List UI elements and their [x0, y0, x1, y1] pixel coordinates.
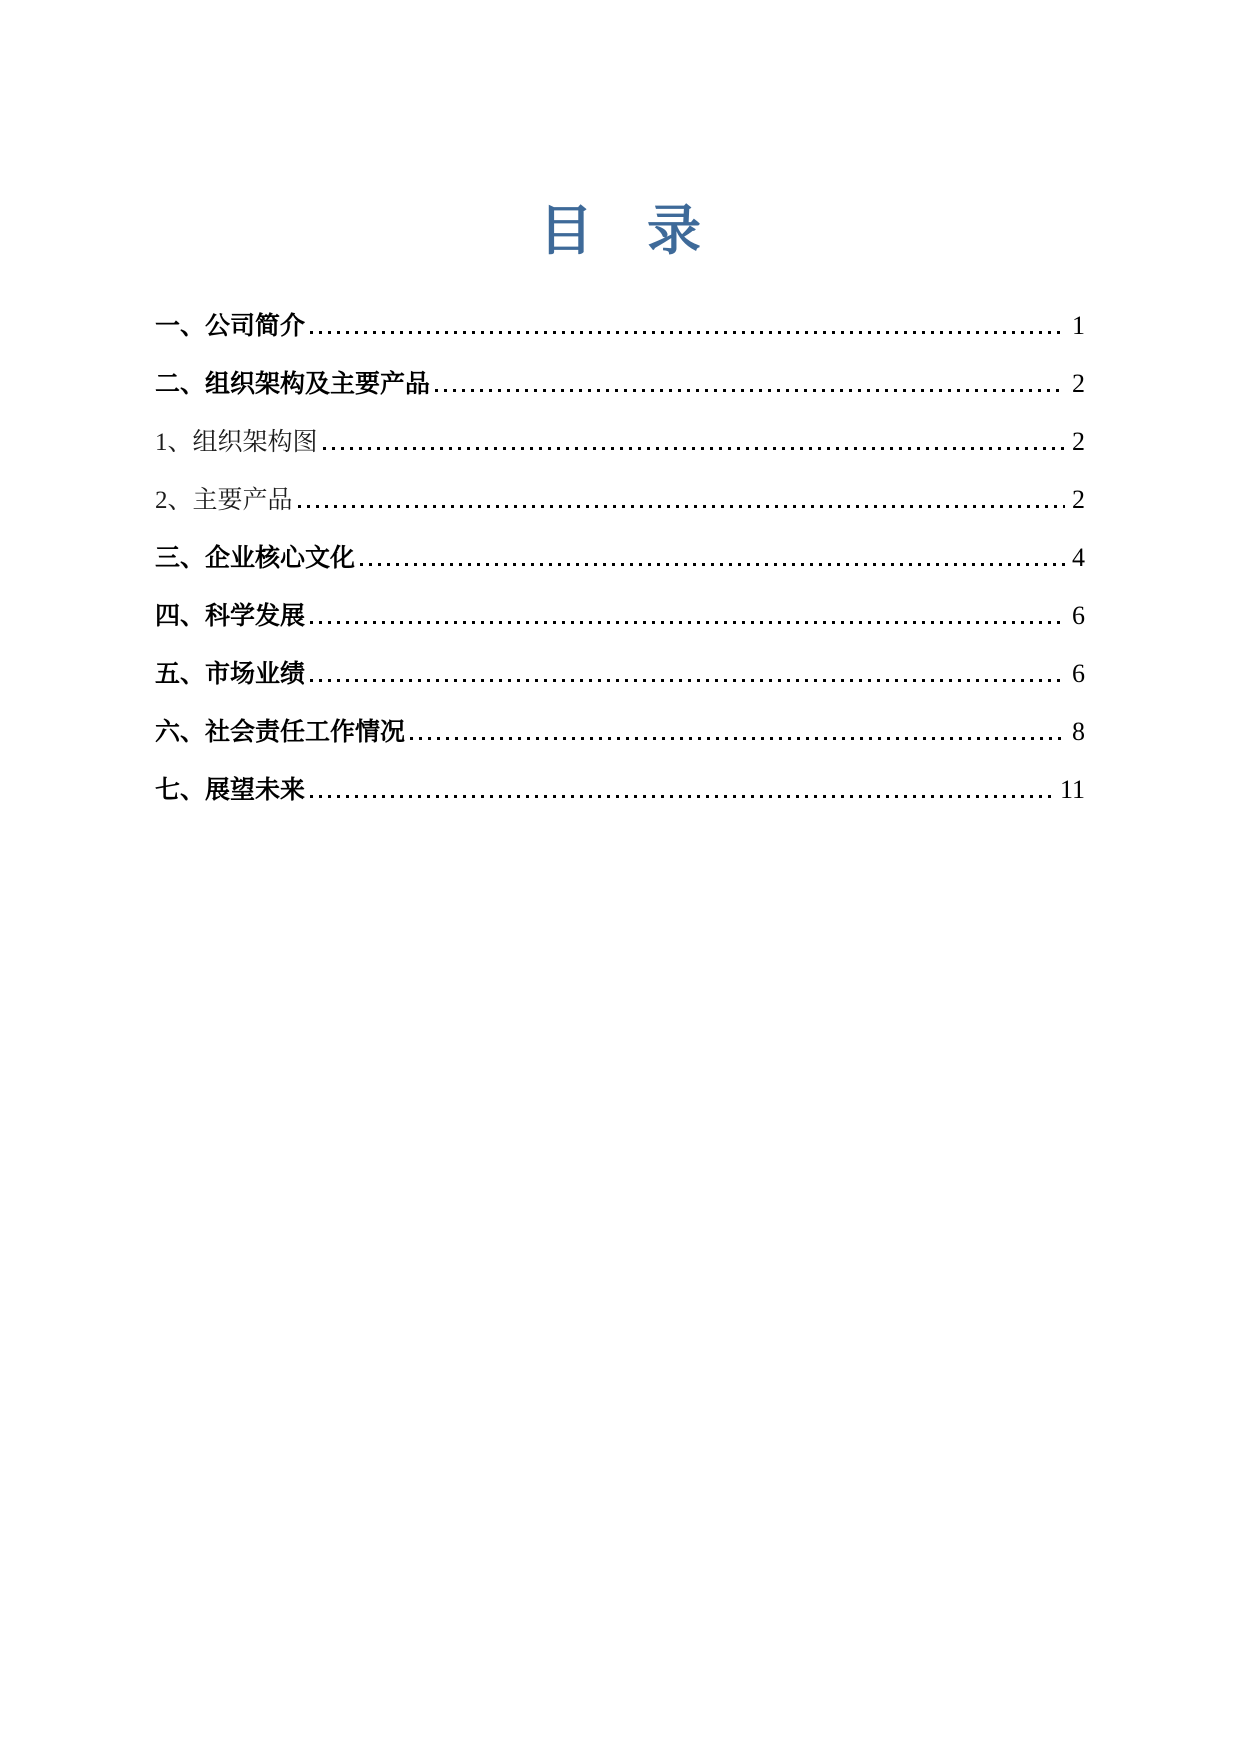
toc-entry-page: 2: [1072, 368, 1085, 398]
page-title: 目 录: [539, 201, 701, 261]
toc-entry-page: 6: [1072, 658, 1085, 688]
toc-leader-dots: [323, 446, 1065, 450]
toc-entry-label: 一、公司简介: [155, 311, 306, 340]
toc-entry[interactable]: [155, 422, 1085, 480]
toc-entry-label: 四、科学发展: [155, 601, 306, 630]
toc-entry-label: 2、主要产品: [155, 486, 293, 514]
toc-entry-page: 6: [1072, 600, 1085, 630]
toc-entry-label: 三、企业核心文化: [155, 543, 356, 572]
toc-entry[interactable]: [155, 596, 1085, 654]
toc-leader-dots: [360, 562, 1065, 566]
toc-entry-page: 2: [1072, 426, 1085, 456]
toc-entry[interactable]: [155, 480, 1085, 538]
toc-leader-dots: [310, 620, 1065, 624]
toc-entry[interactable]: [155, 712, 1085, 770]
toc-entry-label: 六、社会责任工作情况: [155, 717, 406, 746]
toc-leader-dots: [310, 330, 1065, 334]
toc-entry-label: 二、组织架构及主要产品: [155, 369, 431, 398]
toc-leader-dots: [435, 388, 1065, 392]
toc-entry[interactable]: [155, 654, 1085, 712]
toc-entry-page: 1: [1072, 310, 1085, 340]
toc-entry-label: 七、展望未来: [155, 775, 306, 804]
toc-leader-dots: [410, 736, 1065, 740]
toc-entry[interactable]: [155, 538, 1085, 596]
toc-entry-page: 2: [1072, 484, 1085, 514]
toc-leader-dots: [298, 504, 1065, 508]
toc-entry[interactable]: [155, 306, 1085, 364]
toc-entry-page: 8: [1072, 716, 1085, 746]
toc-entry-label: 1、组织架构图: [155, 428, 318, 456]
toc-list: [155, 306, 1085, 828]
toc-leader-dots: [310, 794, 1053, 798]
toc-leader-dots: [310, 678, 1065, 682]
toc-entry-label: 五、市场业绩: [155, 659, 306, 688]
toc-entry[interactable]: [155, 364, 1085, 422]
toc-entry-page: 11: [1059, 774, 1085, 804]
toc-entry[interactable]: [155, 770, 1085, 828]
toc-entry-page: 4: [1072, 542, 1085, 572]
